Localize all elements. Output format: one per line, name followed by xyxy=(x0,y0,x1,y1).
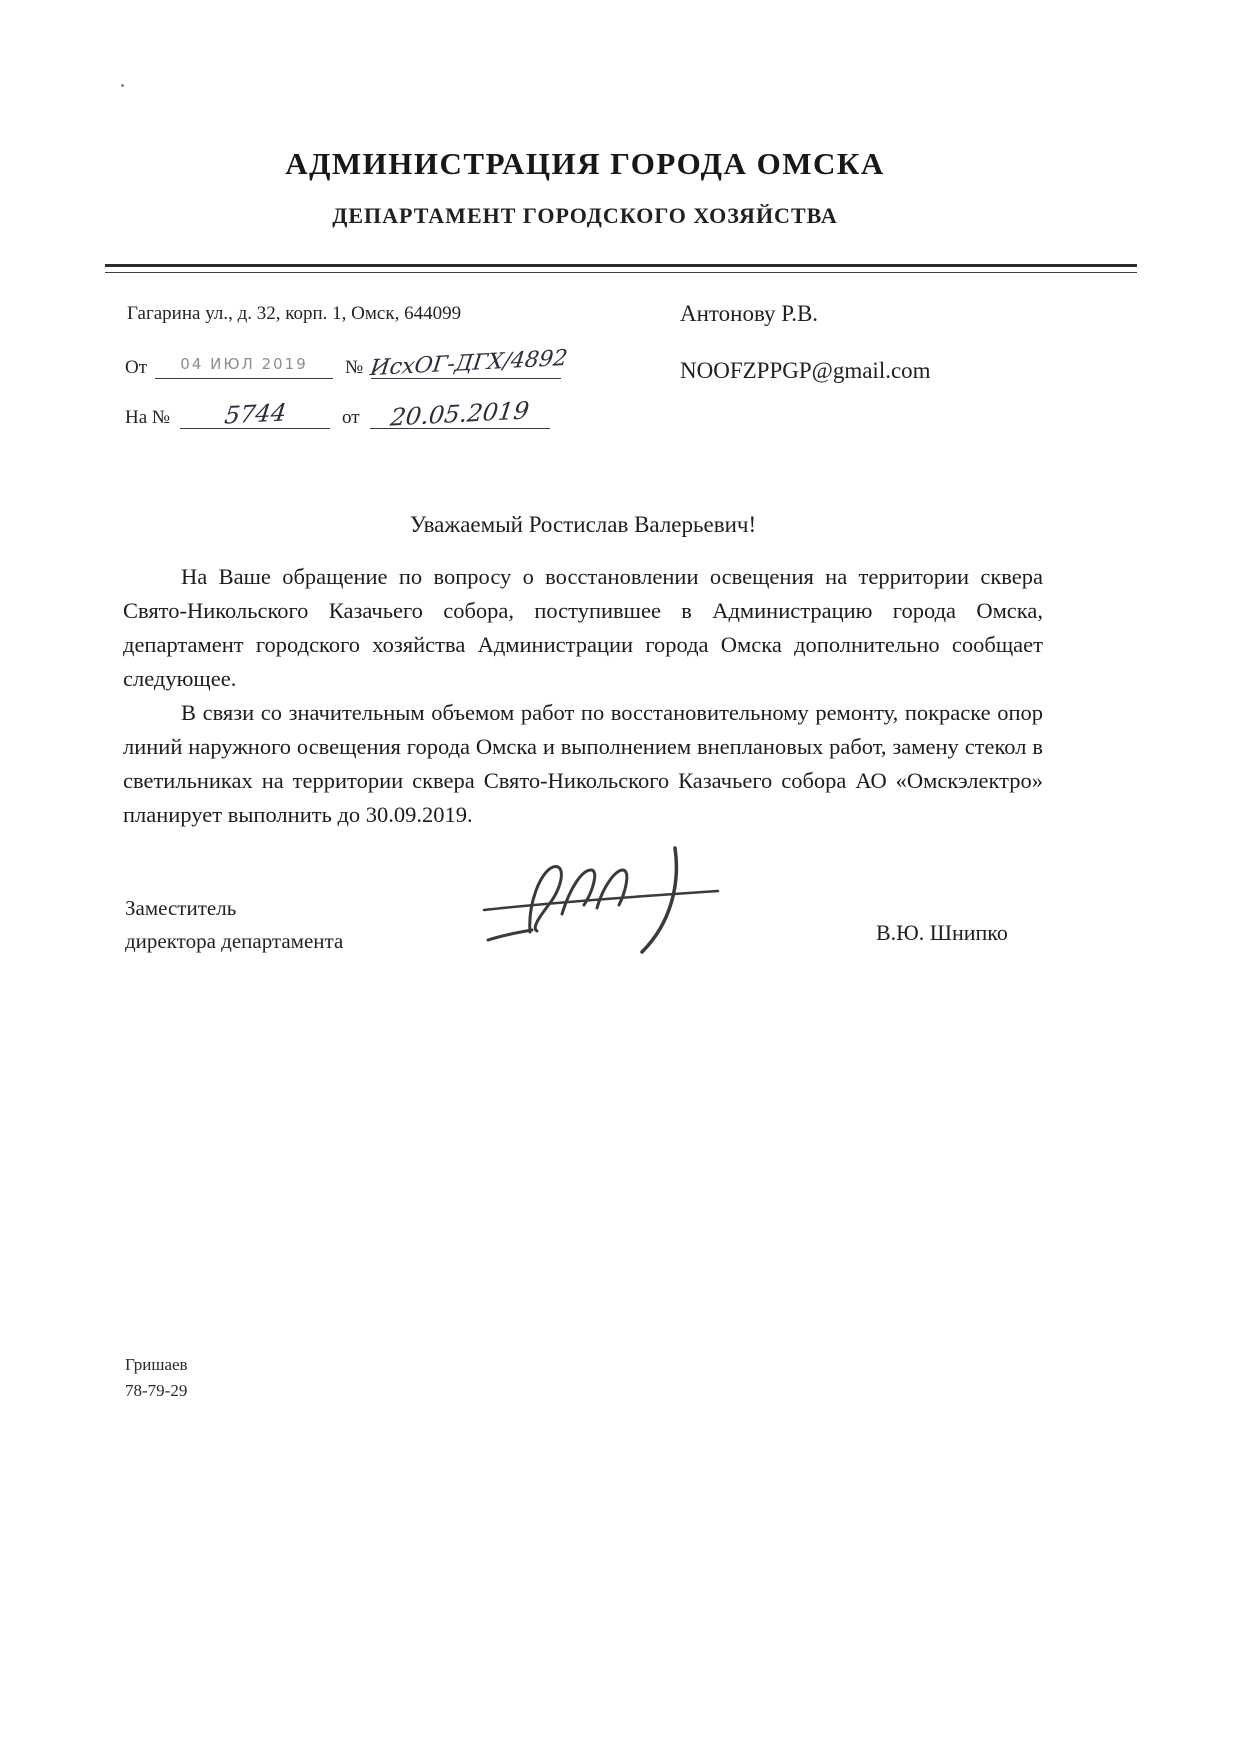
recipient-email: NOOFZPPGP@gmail.com xyxy=(680,358,931,383)
recipient-name: Антонову Р.В. xyxy=(680,301,819,326)
number-label: № xyxy=(345,357,364,378)
body-paragraph-1: На Ваше обращение по вопросу о восстановлении освещения на территории сквера Свято-Никольского Казачьего собора, поступившее в Администрацию города Омска, департамент городского хозяйства Администрации города Омска дополнительно сообщает следующее. xyxy=(123,564,1043,691)
body-paragraph-2: В связи со значительным объемом работ по восстановительному ремонту, покраске опор линий наружного освещения города Омска и выполнением внеплановых работ, замену стекол в светильниках на территории сквера Свято-Никольского Казачьего собора АО «Омскэлектро» планирует выполнить до 30.09.2019. xyxy=(123,700,1043,827)
reply-date-handwritten: 20.05.2019 xyxy=(388,396,531,432)
executor-phone: 78-79-29 xyxy=(125,1381,188,1400)
handwritten-signature-image xyxy=(478,842,738,964)
executor-name: Гришаев xyxy=(125,1355,188,1374)
header-divider xyxy=(105,264,1137,273)
reply-number-field xyxy=(180,398,330,430)
salutation: Уважаемый Ростислав Валерьевич! xyxy=(409,512,757,537)
sender-address: Гагарина ул., д. 32, корп. 1, Омск, 644099 xyxy=(127,303,462,324)
from-label: От xyxy=(125,357,148,378)
incoming-reference-line xyxy=(125,396,550,432)
date-stamp-field xyxy=(155,352,333,379)
reply-number-handwritten: 5744 xyxy=(222,398,288,430)
organization-name: АДМИНИСТРАЦИЯ ГОРОДА ОМСКА xyxy=(285,146,885,181)
reply-date-field xyxy=(370,396,550,432)
outgoing-number-field xyxy=(368,345,570,382)
signer-name: В.Ю. Шнипко xyxy=(876,920,1008,945)
outgoing-number-handwritten: ИсхОГ-ДГХ/4892 xyxy=(368,345,570,382)
outgoing-reference-line xyxy=(125,345,570,382)
department-name: ДЕПАРТАМЕНТ ГОРОДСКОГО ХОЗЯЙСТВА xyxy=(332,203,838,228)
scan-artifact-dot xyxy=(121,84,124,87)
signer-position-line2: директора департамента xyxy=(125,929,344,953)
executor-block xyxy=(125,1352,188,1404)
letter-body xyxy=(123,560,1043,832)
signer-position-line1: Заместитель xyxy=(125,896,237,920)
reply-label: На № xyxy=(125,407,171,428)
date-stamp: 04 ИЮЛ 2019 xyxy=(180,355,308,373)
signer-position xyxy=(125,892,343,958)
reply-from-label: от xyxy=(342,407,360,428)
